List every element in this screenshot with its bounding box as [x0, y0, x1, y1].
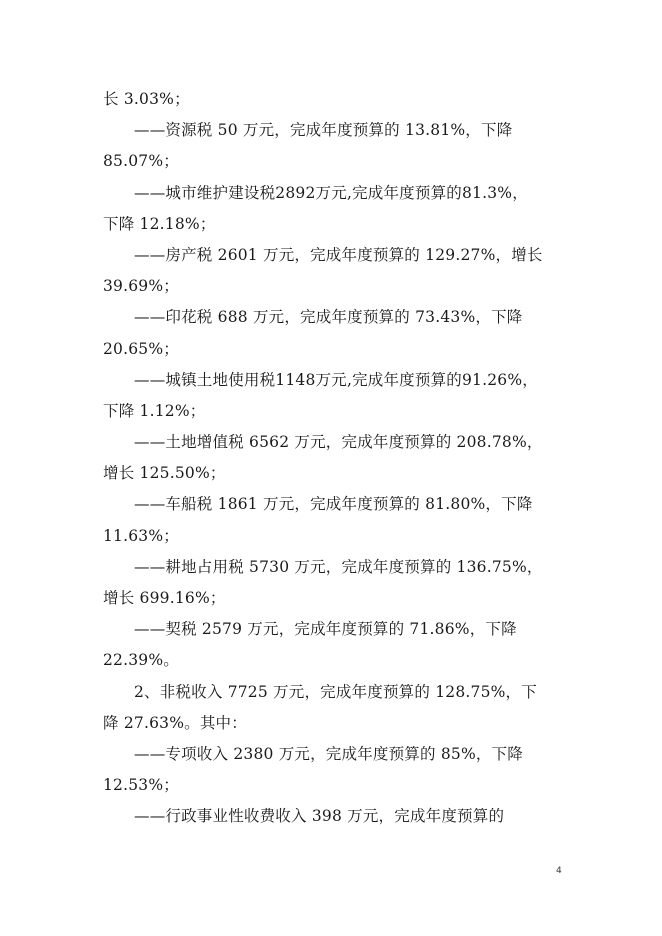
- text-line: 39.69%；: [103, 277, 180, 296]
- text-line: 增长 699.16%；: [103, 589, 226, 607]
- text-line: ——印花税 688 万元，完成年度预算的 73.43%，下降: [134, 308, 523, 327]
- text-line: ——车船税 1861 万元，完成年度预算的 81.80%，下降: [134, 495, 533, 514]
- text-line: 长 3.03%；: [103, 90, 190, 108]
- text-line: 下降 12.18%；: [103, 214, 216, 233]
- text-line: ——耕地占用税 5730 万元，完成年度预算的 136.75%，: [134, 557, 543, 576]
- text-line: 85.07%；: [103, 152, 180, 171]
- text-line: ——契税 2579 万元，完成年度预算的 71.86%，下降: [134, 620, 517, 639]
- text-line: 降 27.63%。其中：: [103, 713, 247, 732]
- text-line: 12.53%；: [103, 776, 180, 795]
- text-line: ——资源税 50 万元，完成年度预算的 13.81%，下降: [134, 121, 513, 140]
- text-line: 2、非税收入 7725 万元，完成年度预算的 128.75%，下: [134, 682, 537, 701]
- body-text: [103, 84, 561, 833]
- text-line: 20.65%；: [103, 339, 180, 358]
- text-line: ——土地增值税 6562 万元，完成年度预算的 208.78%，: [134, 433, 543, 452]
- text-line: ——行政事业性收费收入 398 万元，完成年度预算的: [134, 807, 505, 826]
- text-line: ——专项收入 2380 万元，完成年度预算的 85%，下降: [134, 744, 523, 763]
- text-line: ——城市维护建设税2892万元,完成年度预算的81.3%，: [134, 183, 528, 202]
- text-line: 下降 1.12%；: [103, 401, 206, 420]
- text-line: ——城镇土地使用税1148万元,完成年度预算的91.26%，: [134, 370, 538, 389]
- text-line: ——房产税 2601 万元，完成年度预算的 129.27%，增长: [134, 245, 543, 264]
- text-line: 增长 125.50%；: [103, 464, 226, 483]
- page-number: 4: [556, 866, 562, 876]
- text-line: 22.39%。: [103, 651, 180, 670]
- text-line: 11.63%；: [103, 526, 180, 545]
